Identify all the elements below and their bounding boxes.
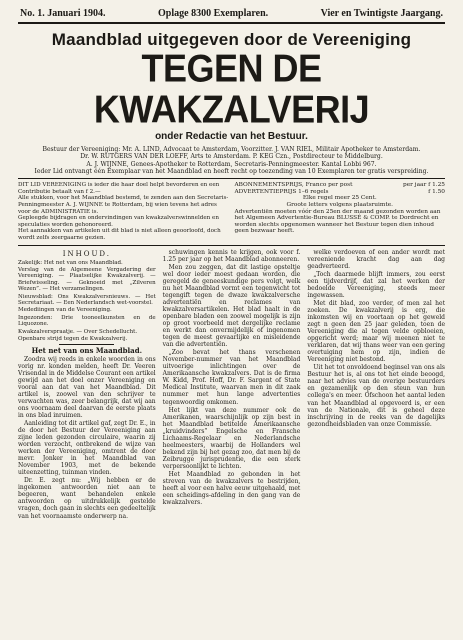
masthead-title: TEGEN DE KWAKZALVERIJ: [93, 45, 370, 132]
article-title: Het net van ons Maandblad.: [31, 346, 143, 356]
board-line: Bestuur der Vereeniging: Mr. A. LIND, Advocaat te Amsterdam, Voorzitter. J. VAN RIEL, Militair Apotheker te Amsterdam.: [42, 146, 421, 153]
toc-entry: Kwakzalverspraatje. — Over Schedellucht.: [18, 328, 138, 335]
toc-entry: Medediingen van de Vereeniging.: [18, 307, 112, 314]
issue-number: No. 1. Januari 1904.: [20, 8, 106, 19]
circulation: Oplage 8300 Exemplaren.: [158, 8, 269, 19]
board-line: A. J. WIJNNE, Genees-Apotheker te Rotterdam, Secretaris-Penningmeester. Kantal Lobbi 967.: [86, 160, 377, 168]
ads-note: Advertentiën moeten vóór den 25en der maand gezonden worden aan het Algemeen Advertentie-Bureau BLUSSÉ & COMP. te Dordrecht en worden slechts opgenomen wanneer het Bestuur tegen dien inhoud geen bezwaar heeft.: [234, 208, 441, 235]
subscription-price: per jaar f 1.25: [403, 182, 445, 189]
table-of-contents: [18, 260, 156, 343]
article-paragraph: Men zou zeggen, dat dit lastige opsteltje wel door ieder moest gedaan worden, die geregeld de geneeskundige pers volgt, welk nu het Maandblad vormt een tegenwicht tot tegengift tegen de dwaze kwakzalversche advertentiën en reclames van kwakzalversartikelen. Het blad haalt in de openbare bladen een zoowel mogelijk is zijn op groot voorbeeld met dergelijke reclame en werkt dan onvermijdelijk of ingenomen tegen de meest gevaarlijke en misleidende van die advertentiën.: [162, 263, 301, 349]
article-paragraph: „Toch daarmede blijft immers, zou eerst een tijdverdrijf, dat zal het werken der bedoelde Vereeniging, steeds meer ingewassen.: [307, 270, 446, 299]
article-paragraph: Het lijkt van deze nummer ook de Amerikanen, waarschijnlijk op zijn best in het Maandblad betitelde Amerikaansche „kruidvinders” Engelsche en Fransche Lichaams-Regelaar en Nederlandsche heelmeesters, waarbij de Hollanders wel bekend zijn bij het gezag zoo, dat men bij de Zeibrugge jurisprudentie, die een sterk verpersoonlijkt te lichten.: [162, 406, 301, 470]
column-3: [307, 249, 445, 521]
subscription-row: [235, 182, 446, 189]
toc-entry: Nieuwsblad: Ons Kwakzalversnieuws. — Het Secretariaat. — Een Nederlandsch wet-voorstel.: [18, 293, 156, 307]
ads-extra: Elke regel meer 25 Cent.: [302, 195, 377, 202]
column-1: [18, 249, 156, 521]
article-paragraph: Met dit blad, zoo verder, of men zal het zoeken. De kwakzalverij is erg, die inkomsten wij en voortaan op het geweld zegt n geen den 25 jaar geleden, toen de Vereeniging die al tegen velde opbloeien, opgericht werd; maar wij meenen niet te verklaren, dat wij thans weer van een gering overtuiging hem op zijn, indien de Vereeniging niet bestond.: [307, 299, 446, 364]
article-paragraph: Dr. E. zegt nu: „Wij hebben er de ingekomen antwoorden niet aan te begeeren, want behandelen enkele antwoorden op uitdrukkelijk gestelde vragen, doch gaan in slechts een gedeeltelijk van het voornaamste onderwerp na.: [18, 477, 156, 520]
board-membership-note: Ieder Lid ontvangt één Exemplaar van het Maandblad en heeft recht op toezending van 10 Exemplaren ter gratis verspreiding.: [34, 167, 429, 175]
ads-row: [235, 189, 446, 196]
board-members: [18, 146, 445, 175]
ads-price: f 1.50: [428, 188, 445, 195]
info-block: [18, 182, 445, 241]
info-paragraph: Het aannakken van artikelen uit dit blad is niet alleen geoorloofd, doch wordt zelfs zeergaarne gezien.: [18, 228, 221, 241]
info-paragraph: DIT LID VEREENIGING is ieder die haar doel helpt bevorderen en een Contributie betaalt van f 2.—: [18, 182, 220, 195]
volume-year: Vier en Twintigste Jaargang.: [320, 8, 443, 19]
article-paragraph: Zoodra wij reeds in enkele woorden in ons vorig nr. konden melden, heeft Dr. Veeren Vrisendal in de Middelse Courant een artikel gewijd aan het doel onzer Vereeniging en vooral aan dat van het Maandblad. Dit artikel is, zoowel van den schrijver te verwachten was, zeer belangrijk, dat wij aan ons voornaam deel daarvan de eerste plaats in ons blad inruimen.: [18, 355, 156, 419]
editorial-line: onder Redactie van het Bestuur.: [155, 131, 308, 142]
article-columns: [18, 249, 445, 521]
article-paragraph: Het Maandblad zo gebonden in het streven van de kwakzalvers te bestrijden, heeft al voor een halve eeuw uitgehaald, met een scheidings-afdeling in den gang van de kwakzalvers.: [162, 470, 301, 507]
article-paragraph: Aanleiding tot dit artikel gaf, zegt Dr. E., in de door het Bestuur der Vereeniging aan zijne leden gezonden circulaire, waarin zij worden verzocht, ontbrekend de wijze van werken der Vereeniging, omtrent de door mevr. Jonker in het Maandblad van November 1903, met de bekende uiteenzetting, tuinman vinden.: [18, 419, 156, 477]
contents-heading: INHOUD.: [62, 249, 111, 258]
divider: [18, 178, 445, 179]
toc-entry: Openbare strijd tegen de Kwakzalverij.: [18, 336, 128, 343]
masthead-topbar: [18, 6, 445, 24]
ads-discount: Groote letters volgens plaatsruimte.: [286, 201, 393, 208]
ads-label: ADVERTENTIEPRIJS 1–6 regels: [234, 188, 329, 195]
divider: [18, 245, 445, 246]
article-paragraph: „Zoo bevat het thans verschenen November-nummer van het Maandblad uitvoerige inlichtingen over de Amerikaansche kwakzalvers. Dat is de firma W. Kidd, Prof. Hoff, Dr. F. Sargent of State Medical Institute, waarvan men in dit zaak nummer met hun lange advertenties tegenwoordig omkomen.: [162, 349, 301, 406]
masthead-subtitle: Maandblad uitgegeven door de Vereeniging: [51, 30, 412, 49]
article-paragraph: welke verdoeven of een ander wordt met vereeniende kracht dag aan dag geadverteerd.: [307, 248, 446, 270]
toc-entry: Ingezonden: Drie tooneelkunsten en de Liquozone.: [18, 314, 156, 328]
pricing-info: [235, 182, 446, 241]
article-paragraph: schuwingen kennis te krijgen, ook voor f. 1.25 per jaar op het Maandblad abonneeren.: [162, 248, 301, 263]
toc-entry: Verslag van de Algemeene Vergadering der Vereeniging. — Plaatselijke Kwakzalverij. — Briefwisseling. — Geknoeid met „Zilveren Wezen”. — Het verzamelingen.: [18, 266, 156, 293]
article-paragraph: Uit het tot onvoldoend beginsel van ons als Bestuur het is, al ons tot het einde beoogd, naar het advies van de overige bestuurders en gezamenlijk op den steun van hun collega's en meer. Ofschoon het aantal leden van het Maandblad al opgevoerd is, er een van de Nationale, dit is geheel deze inschrijving in de reeks van de dagelijks gezondheidsbladen van onze Commissie.: [307, 364, 446, 428]
subscription-label: ABONNEMENTSPRIJS, Franco per post: [234, 182, 353, 189]
membership-info: [18, 182, 229, 241]
info-paragraph: Alle stukken, voor het Maandblad bestemd, te zenden aan den Secretaris-Penningmeester A. J. WIJNNE te Rotterdam, bij wien tevens het adres voor de ADMINISTRATIE is.: [18, 195, 229, 215]
toc-entry: Zakelijk: Het net van ons Maandblad.: [18, 259, 123, 266]
divider: [59, 344, 114, 345]
board-line: Dr. W. RUTGERS VAN DER LOEFF, Arts te Amsterdam. P. KEG Czn., Postdirecteur te Middelburg.: [80, 153, 383, 161]
column-2: [163, 249, 301, 521]
info-paragraph: Gepleegde bijdragen en ondervindingen van kwakzalverswinnelden en speculaties worden gehonoreerd.: [18, 215, 219, 228]
